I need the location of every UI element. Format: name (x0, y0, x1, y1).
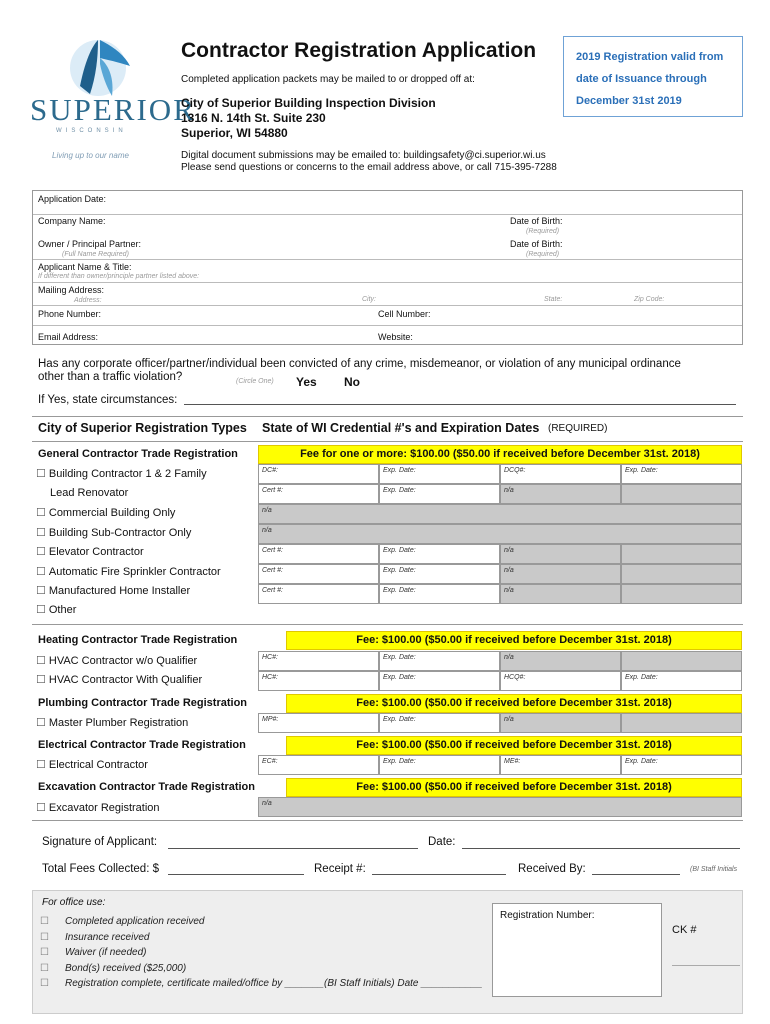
logo-tagline: Living up to our name (52, 151, 129, 160)
applicant-name-field[interactable]: Applicant Name & Title: (38, 262, 132, 272)
office-heading: For office use: (42, 897, 106, 908)
address-line-2: 1316 N. 14th St. Suite 230 (181, 111, 326, 125)
logo-sub: WISCONSIN (56, 128, 127, 134)
company-name-field[interactable]: Company Name: (38, 216, 106, 226)
signature-label: Signature of Applicant: (42, 836, 158, 848)
hvac1-blank-cell (621, 651, 742, 671)
received-by-label: Received By: (518, 863, 586, 875)
dc-number-cell[interactable]: DC#: (258, 464, 379, 484)
validity-box (563, 36, 743, 117)
cell-field[interactable]: Cell Number: (378, 309, 431, 319)
owner-field[interactable]: Owner / Principal Partner: (38, 239, 142, 249)
office-item-bond[interactable]: ☐ Bond(s) received ($25,000) (40, 963, 186, 974)
circumstances-line[interactable] (184, 404, 736, 405)
types-header-right: State of WI Credential #'s and Expiration Dates (262, 421, 540, 435)
owner-dob-field[interactable]: Date of Birth: (510, 239, 563, 249)
email-field[interactable]: Email Address: (38, 332, 99, 342)
fire-sprinkler-checkbox[interactable]: ☐ Automatic Fire Sprinkler Contractor (36, 565, 221, 578)
types-header-left: City of Superior Registration Types (38, 421, 247, 435)
state-hint: State: (544, 296, 563, 303)
elevator-exp-cell[interactable]: Exp. Date: (379, 544, 500, 564)
excavation-heading: Excavation Contractor Trade Registration (38, 781, 255, 793)
hvac1-exp-cell[interactable]: Exp. Date: (379, 651, 500, 671)
commercial-building-checkbox[interactable]: ☐ Commercial Building Only (36, 506, 175, 519)
excavator-checkbox[interactable]: ☐ Excavator Registration (36, 801, 160, 814)
dcq-number-cell[interactable]: DCQ#: (500, 464, 621, 484)
yes-option[interactable]: Yes (296, 375, 317, 389)
lead-exp-cell[interactable]: Exp. Date: (379, 484, 500, 504)
manufactured-cert-cell[interactable]: Cert #: (258, 584, 379, 604)
electrical-fee: Fee: $100.00 ($50.00 if received before December 31st. 2018) (286, 736, 742, 755)
excavator-na-cell: n/a (258, 797, 742, 817)
hvac2-hcq-exp-cell[interactable]: Exp. Date: (621, 671, 742, 691)
mail-note: Completed application packets may be mailed to or dropped off at: (181, 74, 475, 85)
mp-exp-cell[interactable]: Exp. Date: (379, 713, 500, 733)
email-note: Digital document submissions may be emailed to: buildingsafety@ci.superior.wi.us (181, 150, 546, 161)
mp-blank-cell (621, 713, 742, 733)
heating-heading: Heating Contractor Trade Registration (38, 634, 238, 646)
ec-number-cell[interactable]: EC#: (258, 755, 379, 775)
plumbing-heading: Plumbing Contractor Trade Registration (38, 697, 248, 709)
zip-hint: Zip Code: (634, 296, 665, 303)
if-different-hint: If different than owner/principle partner listed above: (38, 273, 200, 280)
heating-fee: Fee: $100.00 ($50.00 if received before December 31st. 2018) (286, 631, 742, 650)
ec-exp-cell[interactable]: Exp. Date: (379, 755, 500, 775)
registration-number-label: Registration Number: (500, 910, 595, 921)
elevator-cert-cell[interactable]: Cert #: (258, 544, 379, 564)
signature-line[interactable] (168, 848, 418, 849)
lead-cert-cell[interactable]: Cert #: (258, 484, 379, 504)
receipt-line[interactable] (372, 874, 506, 875)
no-option[interactable]: No (344, 375, 360, 389)
hvac-wo-qualifier-checkbox[interactable]: ☐ HVAC Contractor w/o Qualifier (36, 654, 197, 667)
electrical-contractor-checkbox[interactable]: ☐ Electrical Contractor (36, 758, 148, 771)
plumbing-fee: Fee: $100.00 ($50.00 if received before December 31st. 2018) (286, 694, 742, 713)
applicant-info-box (32, 190, 743, 345)
office-item-insurance[interactable]: ☐ Insurance received (40, 932, 149, 943)
date-line[interactable] (462, 848, 740, 849)
types-header-required: (REQUIRED) (548, 423, 608, 434)
phone-field[interactable]: Phone Number: (38, 309, 102, 319)
total-fees-line[interactable] (168, 874, 304, 875)
if-yes-label: If Yes, state circumstances: (38, 394, 178, 406)
mp-na-cell: n/a (500, 713, 621, 733)
commercial-na-cell: n/a (258, 504, 742, 524)
office-item-complete[interactable]: ☐ Registration complete, certificate mailed/office by _______(BI Staff Initials) Date ___________ (40, 978, 482, 989)
lead-blank-cell (621, 484, 742, 504)
building-sub-checkbox[interactable]: ☐ Building Sub-Contractor Only (36, 526, 191, 539)
mailing-address-field[interactable]: Mailing Address: (38, 285, 105, 295)
date-label: Date: (428, 836, 456, 848)
sub-na-cell: n/a (258, 524, 742, 544)
ck-label: CK # (672, 924, 697, 936)
address-line-1: City of Superior Building Inspection Division (181, 96, 436, 110)
hvac-with-qualifier-checkbox[interactable]: ☐ HVAC Contractor With Qualifier (36, 673, 202, 686)
me-exp-cell[interactable]: Exp. Date: (621, 755, 742, 775)
total-fees-label: Total Fees Collected: $ (42, 863, 159, 875)
general-heading: General Contractor Trade Registration (38, 448, 238, 460)
circle-one-hint: (Circle One) (236, 378, 274, 385)
manufactured-exp-cell[interactable]: Exp. Date: (379, 584, 500, 604)
lead-na-cell: n/a (500, 484, 621, 504)
manufactured-blank-cell (621, 584, 742, 604)
receipt-label: Receipt #: (314, 863, 366, 875)
general-fee: Fee for one or more: $100.00 ($50.00 if received before December 31st. 2018) (258, 445, 742, 464)
lead-renovator-label: Lead Renovator (50, 487, 129, 499)
building-contractor-checkbox[interactable]: ☐ Building Contractor 1 & 2 Family (36, 467, 207, 480)
validity-line-2: date of Issuance through (576, 73, 707, 85)
address-line-3: Superior, WI 54880 (181, 126, 288, 140)
sprinkler-cert-cell[interactable]: Cert #: (258, 564, 379, 584)
sprinkler-na-cell: n/a (500, 564, 621, 584)
other-checkbox[interactable]: ☐ Other (36, 603, 76, 616)
bi-staff-initials: (BI Staff Initials (690, 866, 738, 873)
manufactured-home-checkbox[interactable]: ☐ Manufactured Home Installer (36, 584, 190, 597)
elevator-na-cell: n/a (500, 544, 621, 564)
required-hint-2: (Required) (526, 251, 560, 258)
city-hint: City: (362, 296, 376, 303)
hvac2-hcq-cell[interactable]: HCQ#: (500, 671, 621, 691)
electrical-heading: Electrical Contractor Trade Registration (38, 739, 246, 751)
sprinkler-exp-cell[interactable]: Exp. Date: (379, 564, 500, 584)
hvac2-hc-cell[interactable]: HC#: (258, 671, 379, 691)
logo-word: SUPERIOR (30, 92, 196, 127)
sprinkler-blank-cell (621, 564, 742, 584)
application-date-field[interactable]: Application Date: (38, 194, 107, 204)
conviction-question-2: other than a traffic violation? (38, 371, 183, 383)
me-number-cell[interactable]: ME#: (500, 755, 621, 775)
ck-line[interactable] (672, 965, 740, 966)
manufactured-na-cell: n/a (500, 584, 621, 604)
registration-number-box[interactable] (492, 903, 662, 997)
hvac2-exp-cell[interactable]: Exp. Date: (379, 671, 500, 691)
excavation-fee: Fee: $100.00 ($50.00 if received before December 31st. 2018) (286, 778, 742, 797)
office-item-received[interactable]: ☐ Completed application received (40, 916, 205, 927)
address-hint: Address: (74, 297, 102, 304)
elevator-blank-cell (621, 544, 742, 564)
validity-line-1: 2019 Registration valid from (576, 51, 724, 63)
mp-number-cell[interactable]: MP#: (258, 713, 379, 733)
required-hint-1: (Required) (526, 228, 560, 235)
full-name-hint: (Full Name Required) (62, 251, 129, 258)
hvac1-hc-cell[interactable]: HC#: (258, 651, 379, 671)
elevator-checkbox[interactable]: ☐ Elevator Contractor (36, 545, 144, 558)
website-field[interactable]: Website: (378, 332, 413, 342)
dcq-exp-cell[interactable]: Exp. Date: (621, 464, 742, 484)
validity-line-3: December 31st 2019 (576, 95, 682, 107)
page-title: Contractor Registration Application (181, 39, 537, 62)
master-plumber-checkbox[interactable]: ☐ Master Plumber Registration (36, 716, 188, 729)
phone-note: Please send questions or concerns to the email address above, or call 715-395-7288 (181, 162, 557, 173)
hvac1-na-cell: n/a (500, 651, 621, 671)
dc-exp-cell[interactable]: Exp. Date: (379, 464, 500, 484)
office-item-waiver[interactable]: ☐ Waiver (if needed) (40, 947, 147, 958)
conviction-question-1: Has any corporate officer/partner/individual been convicted of any crime, misdemeanor, or violation of any municipal ordinance (38, 358, 681, 370)
received-by-line[interactable] (592, 874, 680, 875)
company-dob-field[interactable]: Date of Birth: (510, 216, 563, 226)
